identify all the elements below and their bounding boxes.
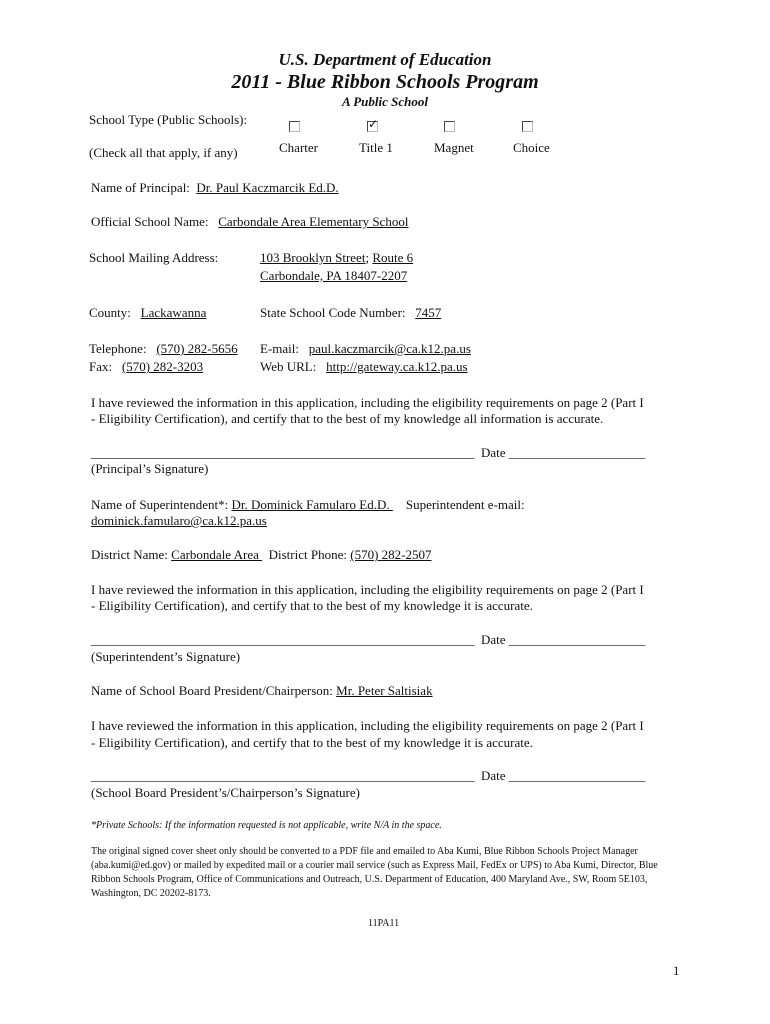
county-value[interactable]: Lackawanna (140, 305, 207, 320)
web-value[interactable]: http://gateway.ca.k12.pa.us (326, 359, 468, 374)
state-code-label: State School Code Number: (260, 305, 406, 320)
board-date-label: Date (481, 768, 506, 783)
choice-label: Choice (513, 140, 550, 155)
board-value[interactable]: Mr. Peter Saltisiak (336, 683, 433, 698)
program-title: 2011 - Blue Ribbon Schools Program (231, 71, 539, 93)
district-row (91, 547, 431, 563)
email-label: E-mail: (260, 341, 299, 356)
address-route[interactable]: Route 6 (372, 250, 414, 265)
cert-superintendent-line1: I have reviewed the information in this application, including the eligibility requirements on page 2 (Part I (91, 582, 644, 597)
superintendent-date-label: Date (481, 632, 506, 647)
superintendent-signature-caption: (Superintendent’s Signature) (91, 649, 241, 664)
board-signature-row (91, 768, 645, 784)
cert-principal-line1: I have reviewed the information in this application, including the eligibility requirements on page 2 (Part I (91, 395, 644, 410)
charter-label: Charter (279, 140, 318, 155)
board-date-line[interactable]: _____________________ (508, 768, 646, 783)
superintendent-signature-line[interactable]: ___________________________________________________________ (91, 632, 475, 647)
fax-row (89, 359, 203, 375)
web-row (260, 359, 468, 375)
superintendent-label: Name of Superintendent*: (91, 497, 229, 512)
district-name-value[interactable]: Carbondale Area (171, 547, 263, 562)
telephone-value[interactable]: (570) 282-5656 (156, 341, 238, 356)
superintendent-value[interactable]: Dr. Dominick Famularo Ed.D. (231, 497, 393, 512)
superintendent-email-label: Superintendent e-mail: (405, 497, 525, 512)
school-name-value[interactable]: Carbondale Area Elementary School (218, 214, 409, 229)
magnet-label: Magnet (434, 140, 474, 155)
principal-signature-line[interactable]: ___________________________________________________________ (91, 445, 475, 460)
cert-superintendent-line2: - Eligibility Certification), and certify that to the best of my knowledge it is accurate. (91, 598, 533, 613)
address-label: School Mailing Address: (89, 250, 219, 265)
charter-checkbox[interactable] (289, 121, 300, 132)
cert-board-line2: - Eligibility Certification), and certify that to the best of my knowledge it is accurate. (91, 735, 533, 750)
school-kind: A Public School (342, 94, 428, 109)
district-phone-label: District Phone: (268, 547, 347, 562)
principal-value[interactable]: Dr. Paul Kaczmarcik Ed.D. (196, 180, 339, 195)
superintendent-signature-row (91, 632, 645, 648)
private-schools-note: *Private Schools: If the information requested is not applicable, write N/A in the space. (91, 820, 442, 831)
county-row (89, 305, 206, 321)
telephone-label: Telephone: (89, 341, 147, 356)
telephone-row (89, 341, 238, 357)
principal-row (91, 180, 339, 196)
board-signature-line[interactable]: ___________________________________________________________ (91, 768, 475, 783)
principal-date-line[interactable]: _____________________ (508, 445, 646, 460)
title1-checkbox[interactable] (367, 117, 379, 132)
board-label: Name of School Board President/Chairperson: (91, 683, 333, 698)
email-row (260, 341, 471, 357)
choice-checkbox[interactable] (522, 121, 533, 132)
principal-label: Name of Principal: (91, 180, 190, 195)
email-value[interactable]: paul.kaczmarcik@ca.k12.pa.us (308, 341, 471, 356)
address-city[interactable]: Carbondale, PA 18407-2207 (260, 268, 408, 283)
title1-label: Title 1 (359, 140, 393, 155)
superintendent-email-value[interactable]: dominick.famularo@ca.k12.pa.us (91, 513, 267, 528)
school-name-label: Official School Name: (91, 214, 209, 229)
principal-signature-row (91, 445, 645, 461)
board-signature-caption: (School Board President’s/Chairperson’s Signature) (91, 785, 360, 800)
submission-instructions: The original signed cover sheet only should be converted to a PDF file and emailed to Aba Kumi, Blue Ribbon Schools Project Manager (aba.kumi@ed.gov) or mailed by expedited mail or a courier mail service (such as Express Mail, FedEx or UPS) to Aba Kumi, Director, Blue Ribbon Schools Program, Office of Communications and Outreach, U.S. Department of Education, 400 Maryland Ave., SW, Room 5E103, Washington, DC 20202-8173. (91, 846, 658, 899)
school-name-row (91, 214, 408, 230)
fax-label: Fax: (89, 359, 113, 374)
address-street[interactable]: 103 Brooklyn Street (260, 250, 366, 265)
superintendent-date-line[interactable]: _____________________ (508, 632, 646, 647)
principal-date-label: Date (481, 445, 506, 460)
school-type-note: (Check all that apply, if any) (89, 145, 238, 160)
district-phone-value[interactable]: (570) 282-2507 (350, 547, 432, 562)
principal-signature-caption: (Principal’s Signature) (91, 461, 209, 476)
check-mark-icon: ✓ (368, 117, 379, 131)
address-line1 (260, 250, 413, 266)
county-label: County: (89, 305, 131, 320)
address-separator: ; (365, 250, 370, 265)
form-code: 11PA11 (368, 918, 400, 929)
web-label: Web URL: (260, 359, 317, 374)
page-number: 1 (673, 963, 680, 978)
cert-board-line1: I have reviewed the information in this application, including the eligibility requirements on page 2 (Part I (91, 718, 644, 733)
state-code-row (260, 305, 441, 321)
superintendent-row (91, 497, 525, 513)
board-row (91, 683, 433, 699)
magnet-checkbox[interactable] (444, 121, 455, 132)
cert-principal-line2: - Eligibility Certification), and certify that to the best of my knowledge all information is accurate. (91, 411, 604, 426)
department-title: U.S. Department of Education (278, 50, 492, 69)
fax-value[interactable]: (570) 282-3203 (121, 359, 204, 374)
school-type-label: School Type (Public Schools): (89, 112, 248, 127)
state-code-value[interactable]: 7457 (415, 305, 442, 320)
district-name-label: District Name: (91, 547, 168, 562)
